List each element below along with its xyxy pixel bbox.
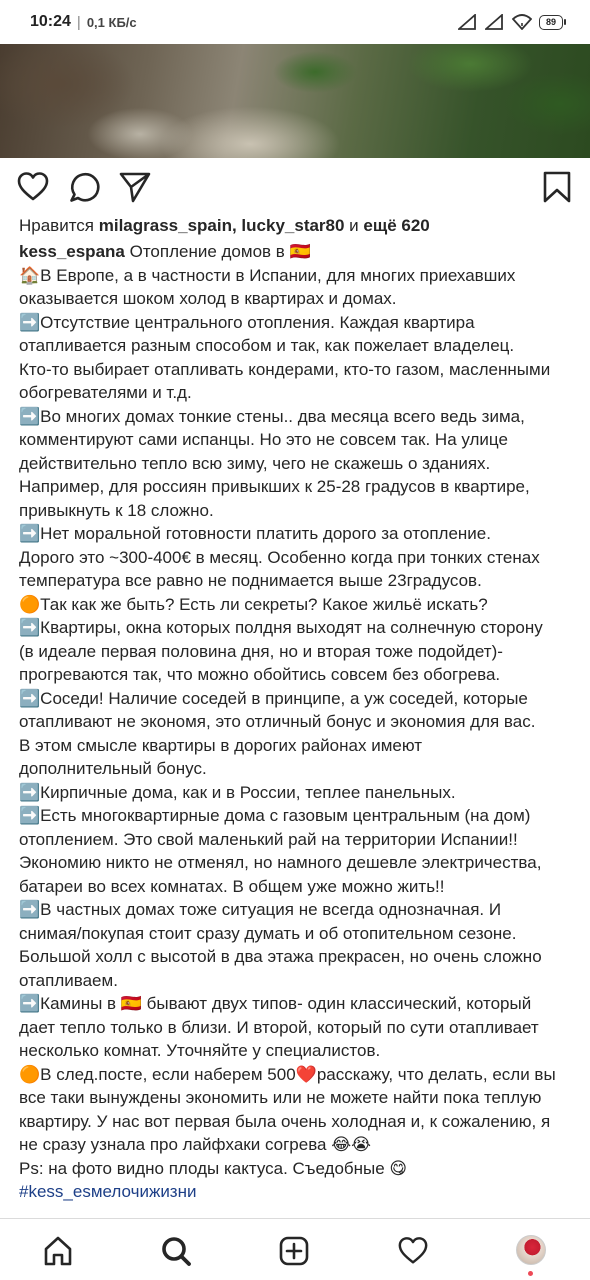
caption-line — [19, 475, 579, 499]
caption-text: ➡️Во многих домах тонкие стены.. два месяца всего ведь зима, — [19, 406, 525, 426]
caption-text: температура все равно не поднимается выше 23градусов. — [19, 571, 482, 590]
caption-text: несколько комнат. Уточняйте у специалистов. — [19, 1041, 381, 1060]
likes-users[interactable]: milagrass_spain, lucky_star80 — [98, 216, 345, 235]
caption-text: ➡️В частных домах тоже ситуация не всегда однозначная. И — [19, 900, 502, 919]
caption-text: ➡️Квартиры, окна которых полдня выходят на солнечную сторону — [19, 618, 543, 637]
caption-line — [19, 969, 579, 993]
caption-line — [19, 616, 579, 640]
caption-text: все таки вынуждены экономить или не можете найти пока теплую — [19, 1088, 542, 1107]
caption-line — [19, 499, 579, 523]
caption-line — [19, 546, 579, 570]
caption-text: дополнительный бонус. — [19, 759, 207, 778]
caption-text: Например, для россиян привыкших к 25-28 градусов в квартире, — [19, 477, 530, 496]
caption-line — [19, 757, 579, 781]
caption-line — [19, 428, 579, 452]
caption-line — [19, 1180, 579, 1204]
post-action-bar — [0, 166, 590, 210]
comment-icon[interactable] — [68, 170, 102, 204]
caption-line — [19, 593, 579, 617]
caption-line — [19, 334, 579, 358]
caption-text: отапливаем. — [19, 970, 118, 990]
caption-text: Отопление домов в 🇪🇸 — [124, 242, 311, 261]
caption-text: прогреваются так, что можно обойтись совсем без обогрева. — [19, 665, 501, 684]
caption-line — [19, 734, 579, 758]
caption-text: действительно тепло всю зиму, чего не скажешь о зданиях. — [19, 453, 491, 473]
caption-line — [19, 992, 579, 1016]
caption-text: обогревателями и т.д. — [19, 383, 192, 402]
signal-icon — [458, 14, 478, 30]
caption-text: ➡️Соседи! Наличие соседей в принципе, а уж соседей, которые — [19, 688, 528, 708]
caption-text: ➡️Камины в 🇪🇸 бывают двух типов- один классический, который — [19, 994, 532, 1013]
profile-notification-dot — [528, 1271, 533, 1276]
wifi-icon — [512, 14, 532, 30]
caption-line — [19, 640, 579, 664]
caption-text: В этом смысле квартиры в дорогих районах имеют — [19, 735, 423, 755]
caption-line — [19, 804, 579, 828]
likes-prefix: Нравится — [19, 216, 99, 235]
caption-line — [19, 710, 579, 734]
new-post-icon[interactable] — [278, 1235, 310, 1267]
caption-line — [19, 1016, 579, 1040]
share-paper-plane-icon[interactable] — [118, 170, 152, 204]
home-icon[interactable] — [42, 1235, 74, 1267]
caption-text: Кто-то выбирает отапливать кондерами, кто-то газом, масленными — [19, 359, 551, 379]
signal-icon-2 — [485, 14, 505, 30]
caption-line — [19, 240, 579, 264]
caption-text: привыкнуть к 18 сложно. — [19, 500, 214, 520]
likes-summary[interactable] — [19, 216, 430, 236]
caption-text: Дорого это ~300-400€ в месяц. Особенно когда при тонких стенах — [19, 547, 540, 567]
caption-text: отоплением. Это свой маленький рай на территории Испании!! — [19, 829, 518, 849]
caption-line — [19, 405, 579, 429]
save-bookmark-icon[interactable] — [540, 170, 574, 204]
caption-text: Экономию никто не отменял, но намного дешевле электричества, — [19, 853, 542, 872]
status-time: 10:24 — [30, 13, 71, 30]
caption-text: оказывается шоком холод в квартирах и домах. — [19, 289, 397, 308]
caption-text: квартиру. У нас вот первая была очень холодная и, к сожалению, я — [19, 1111, 551, 1131]
caption-line — [19, 311, 579, 335]
profile-avatar[interactable] — [516, 1235, 546, 1265]
caption-line — [19, 781, 579, 805]
status-separator: | — [76, 13, 81, 31]
caption-text: (в идеале первая половина дня, но и вторая тоже подойдет)- — [19, 641, 503, 661]
caption-text: батареи во всех комнатах. В общем уже можно жить!! — [19, 876, 445, 896]
caption-text: ➡️Есть многоквартирные дома с газовым центральным (на дом) — [19, 806, 531, 825]
caption-line — [19, 1133, 579, 1157]
like-heart-icon[interactable] — [16, 170, 50, 204]
caption-text: 🟠Так как же быть? Есть ли секреты? Какое жильё искать? — [19, 594, 488, 614]
caption-text: отапливается разным способом и так, как пожелает владелец. — [19, 336, 515, 355]
caption-line — [19, 828, 579, 852]
caption-text: ➡️Отсутствие центрального отопления. Каждая квартира — [19, 312, 475, 332]
caption-text: снимая/покупая стоит сразу думать и об отопительном сезоне. — [19, 923, 517, 943]
caption-line — [19, 1063, 579, 1087]
activity-heart-icon[interactable] — [397, 1235, 429, 1267]
caption-line — [19, 522, 579, 546]
caption-line — [19, 945, 579, 969]
caption-line — [19, 287, 579, 311]
bottom-navigation — [0, 1218, 590, 1280]
caption-line — [19, 898, 579, 922]
battery-level: 89 — [539, 15, 563, 30]
post-caption — [19, 240, 579, 1204]
status-icons — [458, 14, 566, 30]
caption-line — [19, 569, 579, 593]
caption-line — [19, 358, 579, 382]
caption-text: Ps: на фото видно плоды кактуса. Съедобные 😋 — [19, 1158, 408, 1178]
caption-text: Большой холл с высотой в два этажа прекрасен, но очень сложно — [19, 947, 542, 966]
caption-line — [19, 1157, 579, 1181]
likes-more[interactable]: ещё 620 — [363, 216, 430, 235]
caption-text: ➡️Нет моральной готовности платить дорого за отопление. — [19, 524, 491, 543]
caption-line — [19, 1039, 579, 1063]
search-icon[interactable] — [160, 1235, 192, 1267]
status-bar — [0, 0, 590, 44]
caption-line — [19, 851, 579, 875]
hashtag-link[interactable]: #kess_esмелочижизни — [19, 1182, 197, 1201]
caption-line — [19, 922, 579, 946]
caption-text: дает тепло только в близи. И второй, который по сути отапливает — [19, 1017, 539, 1037]
caption-line — [19, 687, 579, 711]
author-username[interactable]: kess_espana — [19, 242, 125, 261]
likes-connector: и — [344, 216, 364, 235]
caption-line — [19, 264, 579, 288]
caption-text: не сразу узнала про лайфхаки согрева 😂😭 — [19, 1135, 371, 1154]
caption-text: комментируют сами испанцы. Но это не совсем так. На улице — [19, 430, 508, 449]
caption-text: 🟠В след.посте, если наберем 500❤️расскажу, что делать, если вы — [19, 1064, 556, 1084]
caption-line — [19, 663, 579, 687]
caption-text: 🏠В Европе, а в частности в Испании, для многих приехавших — [19, 265, 516, 285]
caption-line — [19, 1086, 579, 1110]
caption-line — [19, 452, 579, 476]
caption-text: ➡️Кирпичные дома, как и в России, теплее панельных. — [19, 782, 456, 802]
caption-line — [19, 875, 579, 899]
post-photo[interactable] — [0, 44, 590, 158]
caption-line — [19, 381, 579, 405]
battery-icon — [539, 15, 566, 30]
caption-line — [19, 1110, 579, 1134]
network-speed: 0,1 КБ/с — [86, 14, 137, 30]
caption-text: отапливают не экономя, это отличный бонус и экономия для вас. — [19, 712, 536, 731]
